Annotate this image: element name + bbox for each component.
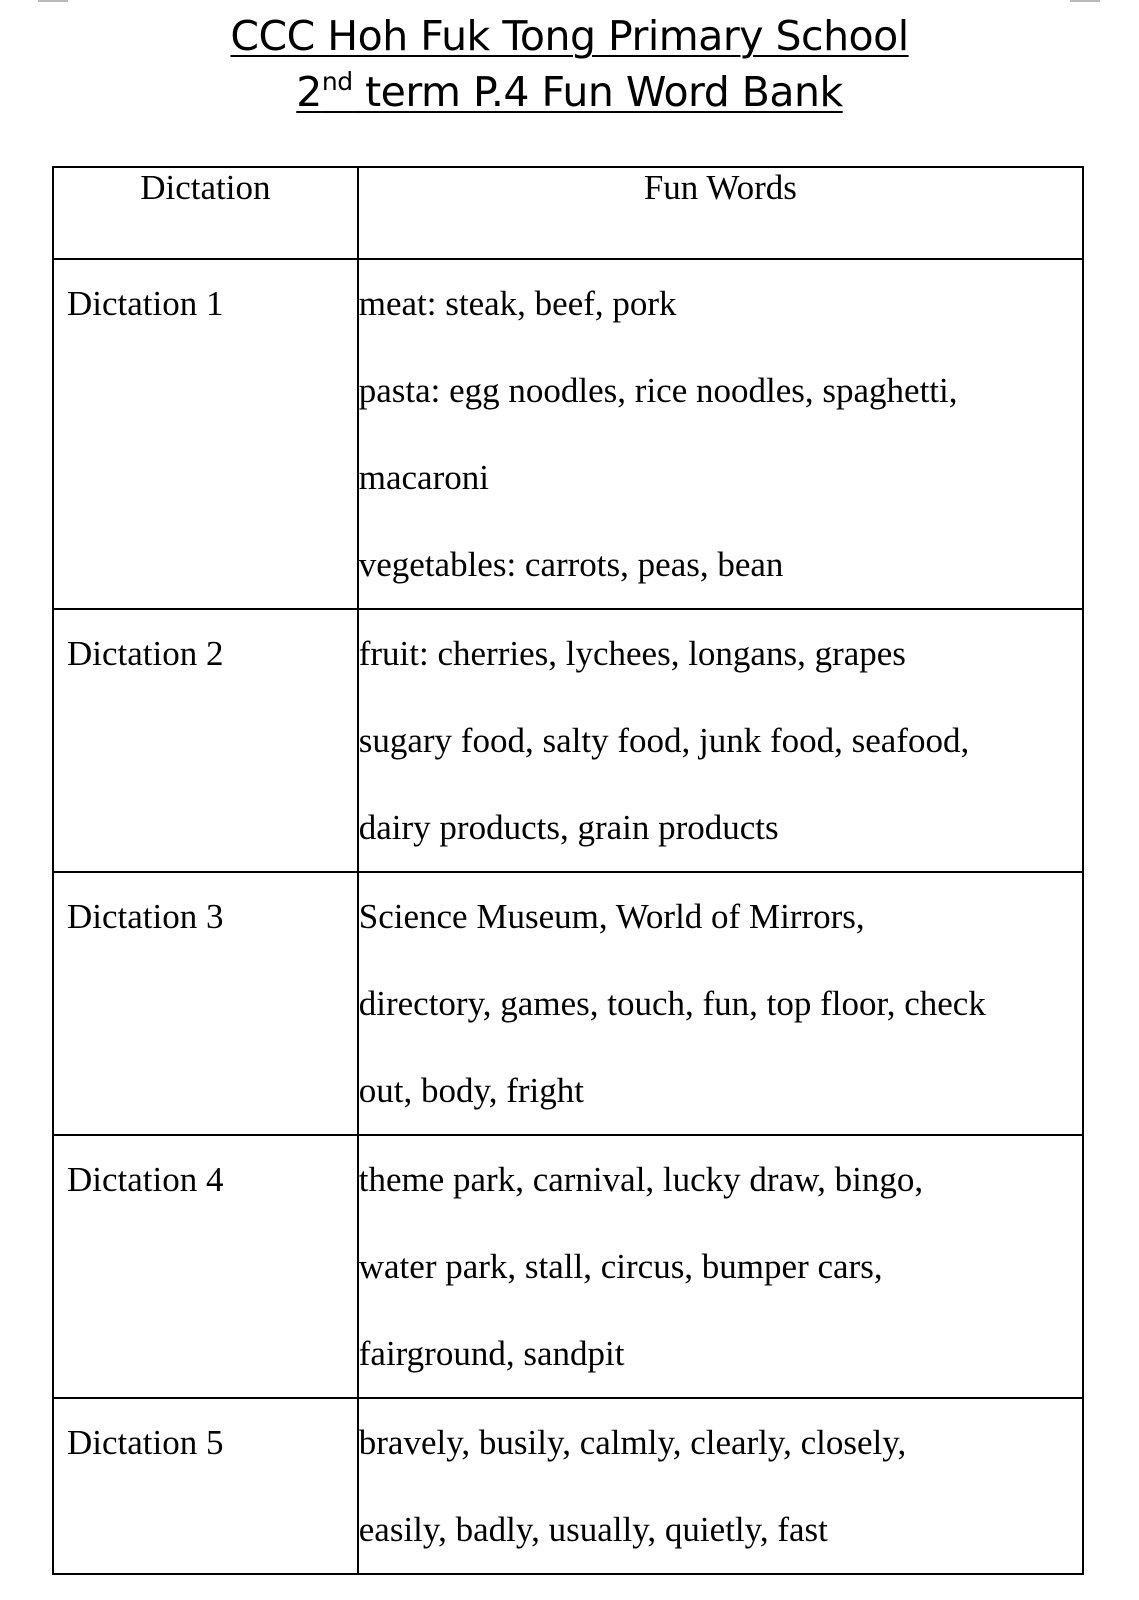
dictation-label: Dictation 2	[67, 634, 224, 673]
table-row	[53, 259, 1083, 609]
table-row	[53, 1135, 1083, 1398]
word-line: easily, badly, usually, quietly, fast	[358, 1510, 828, 1549]
fun-words-cell	[358, 1135, 1083, 1398]
table-header-row	[53, 167, 1083, 259]
word-line: fruit: cherries, lychees, longans, grapes	[358, 634, 906, 673]
word-line: meat: steak, beef, pork	[358, 284, 677, 323]
word-bank-table	[52, 166, 1084, 1575]
term-number: 2	[296, 68, 322, 116]
word-line: directory, games, touch, fun, top floor, check	[358, 984, 986, 1023]
page-edge-mark-right	[1070, 0, 1100, 2]
word-line: pasta: egg noodles, rice noodles, spaghetti,	[358, 371, 958, 410]
fun-words-cell	[358, 872, 1083, 1135]
table-row	[53, 872, 1083, 1135]
document-title	[0, 8, 1139, 120]
word-line: Science Museum, World of Mirrors,	[358, 897, 865, 936]
school-name: CCC Hoh Fuk Tong Primary School	[230, 12, 909, 60]
dictation-label: Dictation 5	[67, 1423, 224, 1462]
page-edge-mark-left	[38, 0, 68, 2]
title-rest: term P.4 Fun Word Bank	[352, 68, 843, 116]
word-line: fairground, sandpit	[358, 1334, 625, 1373]
term-suffix: nd	[321, 67, 353, 96]
fun-words-cell	[358, 609, 1083, 872]
table-row	[53, 609, 1083, 872]
word-line: water park, stall, circus, bumper cars,	[358, 1247, 883, 1286]
column-header-dictation: Dictation	[53, 167, 358, 259]
word-line: bravely, busily, calmly, clearly, closely,	[358, 1423, 907, 1462]
fun-words-cell	[358, 1398, 1083, 1574]
dictation-label: Dictation 1	[67, 284, 224, 323]
word-line: theme park, carnival, lucky draw, bingo,	[358, 1160, 924, 1199]
word-line: vegetables: carrots, peas, bean	[358, 545, 784, 584]
dictation-label: Dictation 3	[67, 897, 224, 936]
word-line: dairy products, grain products	[358, 808, 779, 847]
word-line: sugary food, salty food, junk food, seafood,	[358, 721, 970, 760]
dictation-label: Dictation 4	[67, 1160, 224, 1199]
column-header-fun-words: Fun Words	[358, 167, 1083, 259]
word-bank-title	[296, 64, 842, 120]
fun-words-cell	[358, 259, 1083, 609]
word-line: macaroni	[358, 458, 489, 497]
table-row	[53, 1398, 1083, 1574]
word-line: out, body, fright	[358, 1071, 584, 1110]
